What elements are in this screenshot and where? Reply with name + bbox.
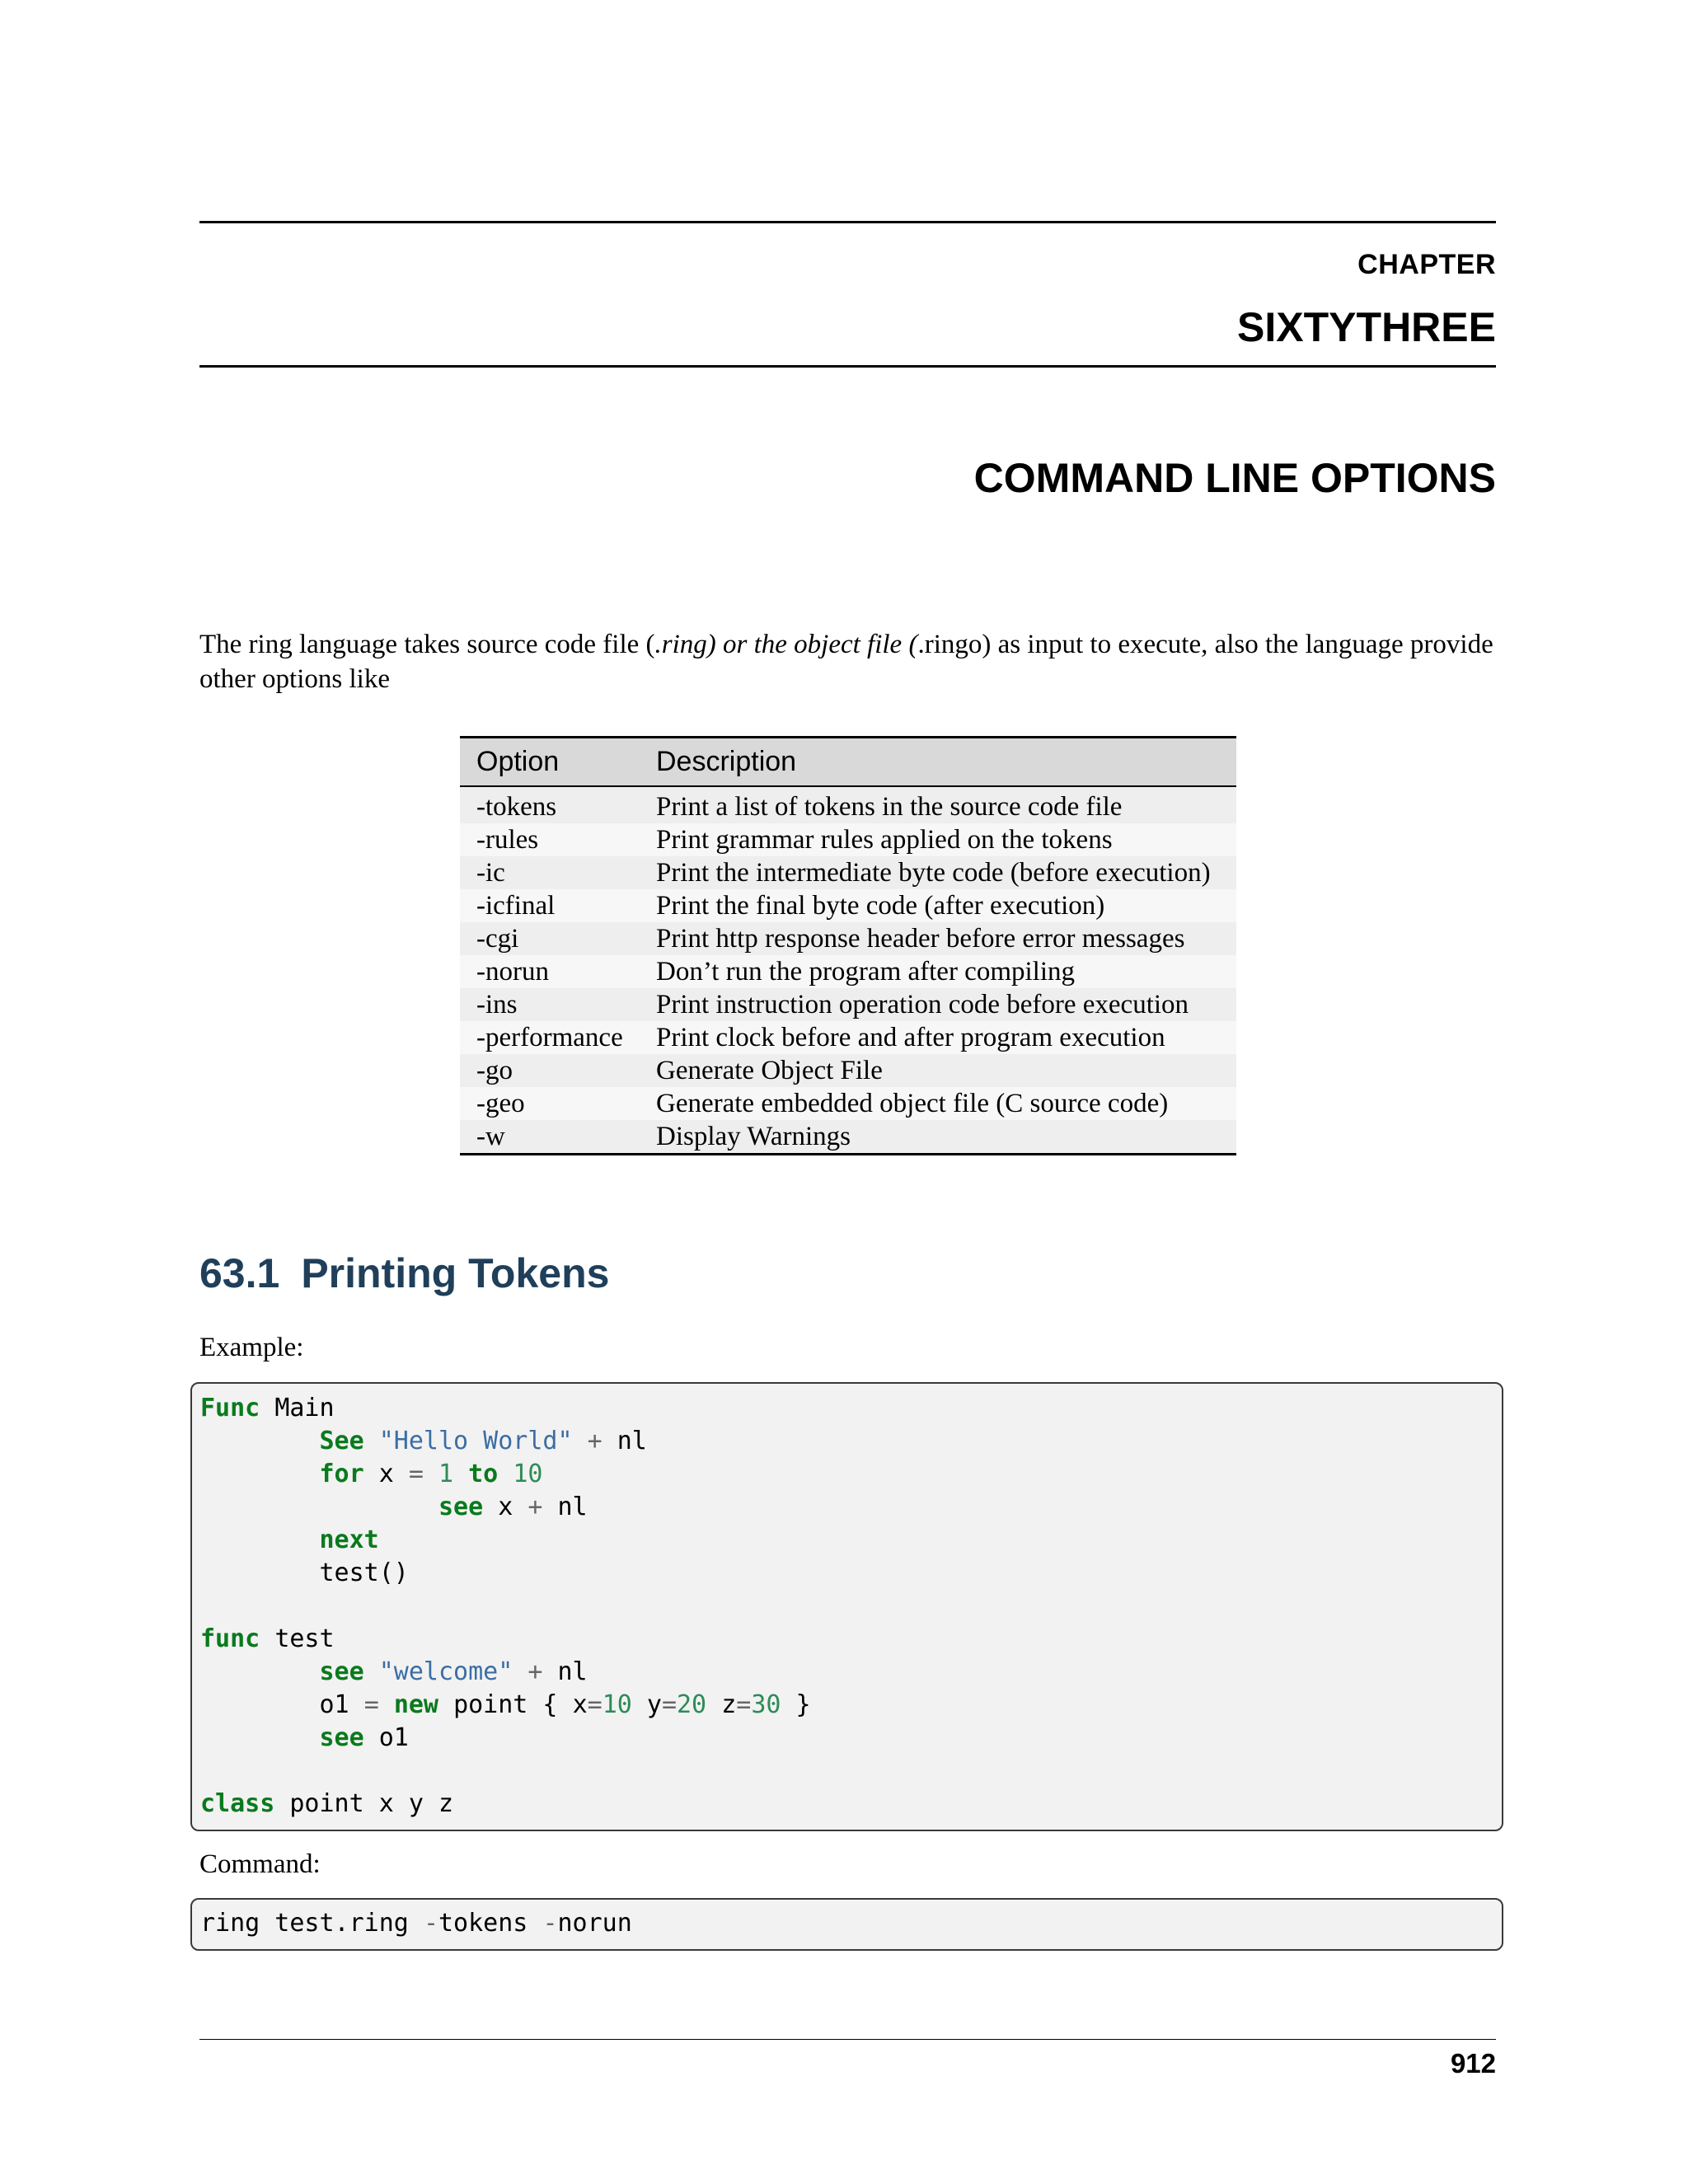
- table-row: [460, 1021, 1236, 1054]
- option-cell: -go: [460, 1054, 640, 1087]
- option-cell: -tokens: [460, 786, 640, 823]
- code-identifier: nl: [557, 1657, 588, 1686]
- code-keyword: for: [319, 1460, 364, 1488]
- code-identifier: point x y z: [289, 1789, 454, 1818]
- code-operator: +: [587, 1427, 603, 1455]
- table-row: [460, 922, 1236, 955]
- code-keyword: func: [200, 1624, 260, 1653]
- code-keyword: new: [393, 1690, 438, 1719]
- code-identifier: z: [721, 1690, 737, 1719]
- table-row: [460, 1120, 1236, 1155]
- code-identifier: nl: [617, 1427, 647, 1455]
- option-cell: -performance: [460, 1021, 640, 1054]
- code-operator: =: [408, 1460, 424, 1488]
- description-cell: Print grammar rules applied on the tokens: [640, 823, 1236, 856]
- code-identifier: ring test.ring: [200, 1909, 409, 1938]
- code-identifier: test: [274, 1624, 335, 1653]
- description-cell: Print clock before and after program execution: [640, 1021, 1236, 1054]
- command-code-block: [190, 1898, 1503, 1951]
- code-number: 10: [602, 1690, 632, 1719]
- description-cell: Print the final byte code (after execution): [640, 889, 1236, 922]
- intro-text-b: .ringo) as input to execute, also the language provide other options like: [199, 630, 1493, 694]
- intro-italic: .ring) or the object file (: [654, 630, 918, 659]
- table-row: [460, 786, 1236, 823]
- section-heading: [199, 1249, 609, 1297]
- code-number: 1: [438, 1460, 454, 1488]
- table-header-row: [460, 738, 1236, 787]
- option-cell: -rules: [460, 823, 640, 856]
- description-cell: Print http response header before error messages: [640, 922, 1236, 955]
- description-cell: Don’t run the program after compiling: [640, 955, 1236, 988]
- code-operator: +: [528, 1657, 543, 1686]
- code-operator: =: [587, 1690, 603, 1719]
- code-operator: =: [363, 1690, 379, 1719]
- option-cell: -ic: [460, 856, 640, 889]
- chapter-bottom-rule: [199, 365, 1496, 368]
- table-row: [460, 955, 1236, 988]
- code-identifier: x: [498, 1493, 513, 1521]
- code-operator: =: [661, 1690, 677, 1719]
- code-keyword: to: [468, 1460, 499, 1488]
- page-number: 912: [1450, 2048, 1496, 2079]
- footer-rule: [199, 2039, 1496, 2040]
- code-identifier: x: [378, 1460, 394, 1488]
- code-keyword: see: [319, 1723, 364, 1752]
- code-operator: -: [542, 1909, 558, 1938]
- options-table: [460, 736, 1236, 1155]
- table-row: [460, 1054, 1236, 1087]
- table-row: [460, 988, 1236, 1021]
- code-number: 30: [751, 1690, 781, 1719]
- section-number: 63.1: [199, 1250, 280, 1296]
- option-cell: -ins: [460, 988, 640, 1021]
- code-operator: +: [528, 1493, 543, 1521]
- code-identifier: nl: [557, 1493, 588, 1521]
- chapter-title: COMMAND LINE OPTIONS: [973, 455, 1496, 501]
- option-cell: -icfinal: [460, 889, 640, 922]
- option-cell: -geo: [460, 1087, 640, 1120]
- code-identifier: norun: [557, 1909, 632, 1938]
- table-row: [460, 856, 1236, 889]
- code-keyword: class: [200, 1789, 275, 1818]
- command-label: Command:: [199, 1849, 321, 1879]
- example-label: Example:: [199, 1333, 304, 1362]
- code-number: 20: [677, 1690, 707, 1719]
- code-identifier: point {: [453, 1690, 558, 1719]
- code-identifier: tokens: [438, 1909, 528, 1938]
- command-code: [192, 1900, 1502, 1940]
- intro-text-a: The ring language takes source code file (: [199, 630, 655, 659]
- code-identifier: o1: [378, 1723, 409, 1752]
- option-cell: -w: [460, 1120, 640, 1155]
- header-description: Description: [640, 738, 1236, 787]
- table-row: [460, 823, 1236, 856]
- code-identifier: Main: [274, 1394, 335, 1422]
- description-cell: Display Warnings: [640, 1120, 1236, 1155]
- code-keyword: see: [438, 1493, 484, 1521]
- chapter-label: CHAPTER: [1357, 249, 1496, 280]
- option-cell: -norun: [460, 955, 640, 988]
- example-code-block: [190, 1382, 1503, 1831]
- intro-paragraph: [199, 627, 1498, 696]
- section-title: Printing Tokens: [301, 1250, 610, 1296]
- table-row: [460, 1087, 1236, 1120]
- code-string: "welcome": [378, 1657, 513, 1686]
- description-cell: Print a list of tokens in the source code file: [640, 786, 1236, 823]
- description-cell: Generate Object File: [640, 1054, 1236, 1087]
- code-keyword: next: [319, 1526, 379, 1554]
- code-keyword: See: [319, 1427, 364, 1455]
- code-keyword: see: [319, 1657, 364, 1686]
- code-identifier: }: [795, 1690, 811, 1719]
- code-identifier: x: [572, 1690, 588, 1719]
- description-cell: Print instruction operation code before execution: [640, 988, 1236, 1021]
- code-number: 10: [513, 1460, 543, 1488]
- code-operator: -: [423, 1909, 438, 1938]
- chapter-number: SIXTYTHREE: [1237, 304, 1496, 350]
- code-identifier: test(): [319, 1558, 409, 1587]
- description-cell: Print the intermediate byte code (before execution): [640, 856, 1236, 889]
- example-code: [192, 1384, 1502, 1821]
- option-cell: -cgi: [460, 922, 640, 955]
- code-operator: =: [736, 1690, 752, 1719]
- code-string: "Hello World": [378, 1427, 573, 1455]
- code-keyword: Func: [200, 1394, 260, 1422]
- chapter-top-rule: [199, 221, 1496, 223]
- header-option: Option: [460, 738, 640, 787]
- table-row: [460, 889, 1236, 922]
- description-cell: Generate embedded object file (C source code): [640, 1087, 1236, 1120]
- code-identifier: y: [646, 1690, 662, 1719]
- code-identifier: o1: [319, 1690, 349, 1719]
